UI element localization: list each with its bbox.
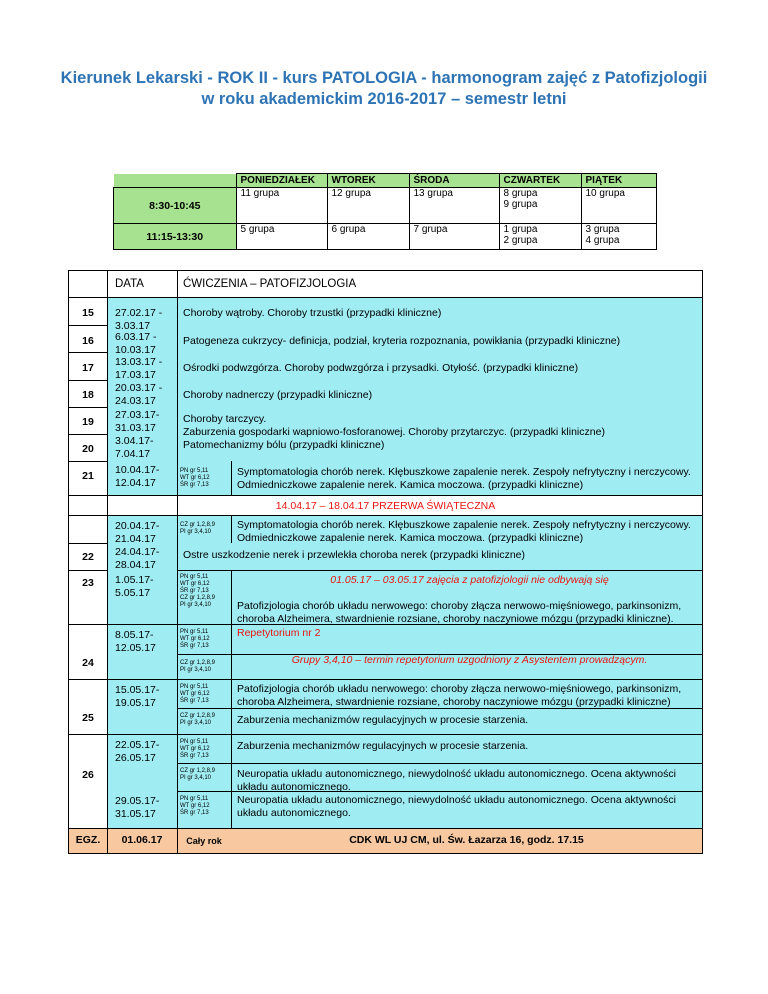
date-header: DATA bbox=[115, 278, 144, 290]
group-label: ŚR gr 7,13 bbox=[180, 643, 209, 649]
row-date: 15.05.17- 19.05.17 bbox=[115, 684, 160, 709]
group-cell: 5 grupa bbox=[236, 224, 327, 250]
group-cell bbox=[499, 224, 581, 250]
day-header: CZWARTEK bbox=[499, 174, 581, 188]
group-label: WT gr 6,12 bbox=[180, 581, 210, 587]
row-number: 15 bbox=[82, 307, 94, 319]
exercise-table bbox=[68, 270, 703, 854]
group-list bbox=[180, 713, 238, 727]
group-label: PN gr 5,11 bbox=[180, 739, 209, 745]
group-label: CZ gr 1,2,8,9 bbox=[180, 595, 216, 601]
row-date: 20.04.17- 21.04.17 bbox=[115, 520, 160, 545]
row-topic: Patomechanizmy bólu (przypadki kliniczne) bbox=[183, 439, 385, 451]
group-list bbox=[180, 574, 238, 609]
group-list bbox=[180, 796, 238, 817]
group-label: PN gr 5,11 bbox=[180, 629, 209, 635]
group-list bbox=[180, 768, 238, 782]
row-topic: Zaburzenia mechanizmów regulacyjnych w procesie starzenia. bbox=[237, 740, 529, 752]
group-list bbox=[180, 629, 238, 650]
time-slot: 11:15-13:30 bbox=[114, 224, 237, 250]
row-number: 17 bbox=[82, 362, 94, 374]
day-header: ŚRODA bbox=[409, 174, 499, 188]
group-list bbox=[180, 684, 238, 705]
holiday-break-note: 14.04.17 – 18.04.17 PRZERWA ŚWIĄTECZNA bbox=[275, 500, 496, 512]
group-cell bbox=[499, 188, 581, 224]
time-slot: 8:30-10:45 bbox=[114, 188, 237, 224]
row-date: 27.03.17- 31.03.17 bbox=[115, 409, 160, 434]
group-label: ŚR gr 7,13 bbox=[180, 810, 209, 816]
group-label: ŚR gr 7,13 bbox=[180, 698, 209, 704]
row-number: 21 bbox=[82, 470, 94, 482]
day-header: WTOREK bbox=[327, 174, 409, 188]
group-label: WT gr 6,12 bbox=[180, 746, 210, 752]
row-date: 1.05.17- 5.05.17 bbox=[115, 574, 154, 599]
group-label: PN gr 5,11 bbox=[180, 574, 209, 580]
row-topic: Ośrodki podwzgórza. Choroby podwzgórza i przysadki. Otyłość. (przypadki kliniczne) bbox=[183, 362, 579, 374]
group-line: 2 grupa bbox=[503, 235, 538, 246]
row-number: 16 bbox=[82, 335, 94, 347]
group-label: ŚR gr 7,13 bbox=[180, 482, 209, 488]
row-topic: Zaburzenia mechanizmów regulacyjnych w procesie starzenia. bbox=[237, 714, 529, 726]
group-list bbox=[180, 522, 238, 536]
group-line: 3 grupa bbox=[585, 224, 620, 235]
exam-groups: Cały rok bbox=[186, 836, 222, 846]
title-line-1: Kierunek Lekarski - ROK II - kurs PATOLOGIA - harmonogram zajęć z Patofizjologii bbox=[60, 69, 708, 87]
group-list bbox=[180, 739, 238, 760]
group-label: CZ gr 1,2,8,9 bbox=[180, 768, 216, 774]
row-date: 22.05.17- 26.05.17 bbox=[115, 739, 160, 764]
group-cell: 6 grupa bbox=[327, 224, 409, 250]
row-topic: Patofizjologia chorób układu nerwowego: choroby złącza nerwowo-mięśniowego, parkinsonizm, bbox=[237, 683, 682, 695]
group-line: 8 grupa bbox=[503, 188, 538, 199]
group-label: CZ gr 1,2,8,9 bbox=[180, 660, 216, 666]
row-number: 24 bbox=[82, 657, 94, 669]
group-list bbox=[180, 468, 238, 489]
group-label: PI gr 3,4,10 bbox=[180, 775, 212, 781]
row-topic: Patogeneza cukrzycy- definicja, podział, kryteria rozpoznania, powikłania (przypadki kliniczne) bbox=[183, 335, 621, 347]
exam-location: CDK WL UJ CM, ul. Św. Łazarza 16, godz. 17.15 bbox=[349, 834, 584, 846]
group-label: PI gr 3,4,10 bbox=[180, 720, 212, 726]
weekly-schedule-table bbox=[113, 173, 657, 250]
group-label: WT gr 6,12 bbox=[180, 475, 210, 481]
group-label: PN gr 5,11 bbox=[180, 468, 209, 474]
group-cell: 7 grupa bbox=[409, 224, 499, 250]
row-topic: Repetytorium nr 2 bbox=[237, 627, 321, 639]
row-topic: choroba Alzheimera, stwardnienie rozsiane, choroby naczyniowe mózgu (przypadki kliniczne) bbox=[237, 696, 671, 708]
row-topic: Symptomatologia chorób nerek. Kłębuszkowe zapalenie nerek. Zespoły nefrytyczny i nerczycowy. bbox=[237, 466, 691, 478]
row-number: 26 bbox=[82, 769, 94, 781]
row-topic: Choroby wątroby. Choroby trzustki (przypadki kliniczne) bbox=[183, 307, 442, 319]
row-topic: Choroby tarczycy. bbox=[183, 413, 267, 425]
group-line: 9 grupa bbox=[503, 199, 538, 210]
row-number: 19 bbox=[82, 416, 94, 428]
group-label: PN gr 5,11 bbox=[180, 796, 209, 802]
row-date: 24.04.17- 28.04.17 bbox=[115, 546, 160, 571]
repetitorium-note: Grupy 3,4,10 – termin repetytorium uzgodniony z Asystentem prowadzącym. bbox=[291, 654, 648, 666]
row-date: 20.03.17 - 24.03.17 bbox=[115, 382, 163, 407]
group-label: ŚR gr 7,13 bbox=[180, 588, 209, 594]
row-topic: układu autonomicznego. bbox=[237, 781, 351, 793]
row-date: 6.03.17 - 10.03.17 bbox=[115, 331, 157, 356]
group-label: PI gr 3,4,10 bbox=[180, 529, 212, 535]
row-number: 22 bbox=[82, 551, 94, 563]
group-cell: 12 grupa bbox=[327, 188, 409, 224]
row-topic: Odmiedniczkowe zapalenie nerek. Kamica moczowa. (przypadki kliniczne) bbox=[237, 479, 584, 491]
no-class-note: 01.05.17 – 03.05.17 zajęcia z patofizjologii nie odbywają się bbox=[330, 574, 609, 586]
page-title bbox=[0, 68, 768, 110]
row-date: 10.04.17- 12.04.17 bbox=[115, 464, 160, 489]
row-topic: Neuropatia układu autonomicznego, niewydolność układu autonomicznego. Ocena aktywności bbox=[237, 768, 676, 780]
group-label: ŚR gr 7,13 bbox=[180, 753, 209, 759]
group-cell: 11 grupa bbox=[236, 188, 327, 224]
group-line: 1 grupa bbox=[503, 224, 538, 235]
row-topic: Symptomatologia chorób nerek. Kłębuszkowe zapalenie nerek. Zespoły nefrytyczny i nerczycowy. bbox=[237, 519, 691, 531]
row-number: 18 bbox=[82, 389, 94, 401]
row-topic: Ostre uszkodzenie nerek i przewlekła choroba nerek (przypadki kliniczne) bbox=[183, 549, 525, 561]
group-label: CZ gr 1,2,8,9 bbox=[180, 713, 216, 719]
day-header: PIĄTEK bbox=[581, 174, 656, 188]
day-header: PONIEDZIAŁEK bbox=[236, 174, 327, 188]
group-list bbox=[180, 660, 238, 674]
group-cell: 13 grupa bbox=[409, 188, 499, 224]
row-topic: Patofizjologia chorób układu nerwowego: choroby złącza nerwowo-mięśniowego, parkinsonizm, bbox=[237, 600, 682, 612]
group-label: WT gr 6,12 bbox=[180, 691, 210, 697]
group-cell bbox=[581, 224, 656, 250]
group-line: 4 grupa bbox=[585, 235, 620, 246]
topic-header: ĆWICZENIA – PATOFIZJOLOGIA bbox=[183, 278, 357, 290]
row-number: 20 bbox=[82, 443, 94, 455]
row-topic: Zaburzenia gospodarki wapniowo-fosforanowej. Choroby przytarczyc. (przypadki kliniczne) bbox=[183, 426, 605, 438]
group-label: CZ gr 1,2,8,9 bbox=[180, 522, 216, 528]
row-topic: Choroby nadnerczy (przypadki kliniczne) bbox=[183, 389, 373, 401]
title-line-2: w roku akademickim 2016-2017 – semestr letni bbox=[201, 90, 567, 108]
row-topic: Odmiedniczkowe zapalenie nerek. Kamica moczowa. (przypadki kliniczne) bbox=[237, 532, 584, 544]
row-topic: choroba Alzheimera, stwardnienie rozsiane, choroby naczyniowe mózgu (przypadki kliniczne). bbox=[237, 613, 674, 625]
exam-label: EGZ. bbox=[75, 834, 101, 846]
row-date: 27.02.17 - 3.03.17 bbox=[115, 307, 163, 332]
row-date: 29.05.17- 31.05.17 bbox=[115, 795, 160, 820]
group-label: PI gr 3,4,10 bbox=[180, 667, 212, 673]
row-topic: układu autonomicznego. bbox=[237, 807, 351, 819]
row-date: 8.05.17- 12.05.17 bbox=[115, 629, 156, 654]
group-label: WT gr 6,12 bbox=[180, 636, 210, 642]
group-label: PI gr 3,4,10 bbox=[180, 602, 212, 608]
group-cell: 10 grupa bbox=[581, 188, 656, 224]
row-topic: Neuropatia układu autonomicznego, niewydolność układu autonomicznego. Ocena aktywności bbox=[237, 794, 676, 806]
row-number: 23 bbox=[82, 577, 94, 589]
exam-date: 01.06.17 bbox=[121, 834, 163, 846]
row-number: 25 bbox=[82, 712, 94, 724]
group-label: PN gr 5,11 bbox=[180, 684, 209, 690]
group-label: WT gr 6,12 bbox=[180, 803, 210, 809]
row-date: 13.03.17 - 17.03.17 bbox=[115, 356, 163, 381]
row-date: 3.04.17- 7.04.17 bbox=[115, 435, 154, 460]
